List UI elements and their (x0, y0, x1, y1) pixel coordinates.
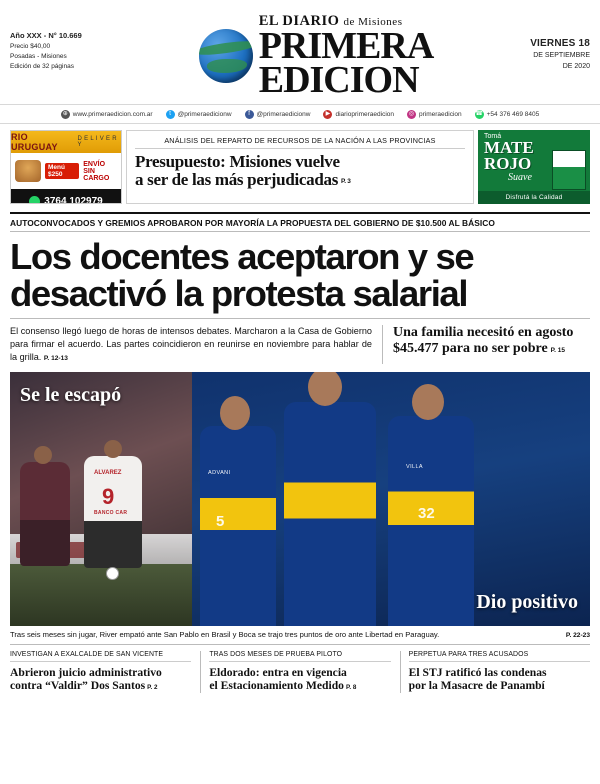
date-year: DE 2020 (562, 62, 590, 70)
globe-icon (199, 29, 253, 83)
ad-left-menu-price: Menú $250 (45, 163, 79, 179)
bottom-headline-1 (10, 666, 191, 693)
main-headline-line1: Los docentes aceptaron y se (10, 236, 474, 277)
secondary-story-poverty[interactable] (382, 325, 590, 364)
bottom-story-2[interactable] (200, 651, 390, 693)
social-label-whatsapp: +54 376 469 8405 (486, 110, 540, 118)
lead-page-ref: P. 3 (341, 177, 351, 185)
main-summary-page: P. 12-13 (43, 355, 68, 363)
bottom-story-3[interactable] (400, 651, 590, 693)
lead-headline (135, 153, 465, 190)
bottom-stories (10, 651, 590, 693)
lead-headline-line2: a ser de las más perjudicadas (135, 170, 339, 190)
social-item-whatsapp[interactable] (475, 110, 540, 119)
ad-right-script: Suave (508, 172, 532, 184)
bottom-page-1: P. 2 (147, 684, 158, 692)
social-label-instagram: primeraedicion (419, 110, 462, 118)
photo-boca-number-3: 32 (418, 505, 435, 523)
advertisement-rio-uruguay[interactable] (10, 130, 122, 204)
masthead-date (494, 12, 590, 72)
ad-left-phone-row[interactable] (11, 189, 121, 204)
ad-right-brand-line2: ROJO (484, 154, 532, 174)
main-summary-text: El consenso llegó luego de horas de intensos debates. Marcharon a la Casa de Gobierno para firmar el acuerdo. Las partes coincidieron en reunirse en noviembre para hablar de la grilla. (10, 326, 372, 363)
photo-player-river (84, 456, 142, 568)
bottom-headline-2 (209, 666, 390, 693)
bottom-headline-2-line1: Eldorado: entra en vigencia (209, 666, 347, 680)
edition-price: Precio $40,00 (10, 43, 51, 51)
date-day: VIERNES 18 (530, 38, 590, 49)
main-headline-line2: desactivó la protesta salarial (10, 273, 468, 315)
ad-right-footer: Disfrutá la Calidad (478, 191, 590, 204)
photo-overlay-left: Se le escapó (20, 384, 122, 407)
bottom-headline-1-line1: Abrieron juicio administrativo (10, 666, 162, 680)
masthead-primera: PRIMERA (258, 24, 434, 67)
secondary-page-ref: P. 15 (550, 347, 565, 355)
photo-player-opponent (20, 462, 70, 566)
lead-story-budget[interactable] (126, 130, 474, 204)
main-photo-composite[interactable] (10, 372, 590, 626)
secondary-headline-line1: Una familia necesitó en agosto (393, 325, 574, 341)
photo-player-name: ALVAREZ (94, 470, 122, 477)
photo-caption-page: P. 22-23 (565, 632, 590, 640)
social-item-youtube[interactable] (323, 110, 394, 119)
masthead-edicion: EDICION (258, 59, 419, 102)
photo-boca-head-2 (308, 372, 342, 406)
ad-left-offer (11, 153, 121, 189)
lead-kicker: ANÁLISIS DEL REPARTO DE RECURSOS DE LA NACIÓN A LAS PROVINCIAS (135, 136, 465, 149)
main-summary-row (10, 318, 590, 364)
web-icon: ⊕ (62, 110, 68, 117)
whatsapp-icon: ☎ (475, 110, 483, 117)
bottom-headline-3-line1: El STJ ratificó las condenas (408, 666, 547, 680)
ad-left-phone: 3764 102979 (44, 195, 103, 204)
mate-package-icon (552, 150, 586, 190)
ad-right-brand-line1: MATE (484, 138, 534, 157)
lead-headline-line1: Presupuesto: Misiones vuelve (135, 152, 340, 171)
main-summary (10, 325, 372, 364)
social-item-instagram[interactable] (407, 110, 462, 119)
ad-left-free-line2: SIN CARGO (83, 167, 110, 182)
bottom-headline-1-line2: contra “Valdir” Dos Santos (10, 679, 146, 693)
photo-player-number: 9 (102, 484, 115, 510)
masthead-eldiario: EL DIARIO (258, 13, 340, 29)
photo-turf (10, 564, 192, 626)
edition-pages: Edición de 32 páginas (10, 63, 74, 71)
ad-left-brand (11, 131, 121, 153)
photo-boca-player-1 (200, 426, 276, 626)
bottom-kicker-3: PERPETUA PARA TRES ACUSADOS (409, 651, 590, 662)
whatsapp-icon (29, 196, 40, 205)
ad-left-brand-name: RIO URUGUAY (11, 132, 58, 152)
date-month: DE SEPTIEMBRE (533, 52, 590, 59)
edition-year-number: Año XXX - N° 10.669 (10, 31, 82, 40)
social-label-web: www.primeraedicion.com.ar (72, 110, 153, 118)
photo-boca-head-3 (412, 384, 444, 420)
photo-river-match (10, 372, 192, 626)
social-item-web[interactable] (61, 110, 153, 119)
masthead-logo (138, 12, 494, 102)
bottom-kicker-2: TRAS DOS MESES DE PRUEBA PILOTO (209, 651, 390, 662)
instagram-icon: ◎ (408, 110, 415, 117)
edition-place: Posadas - Misiones (10, 53, 67, 61)
photo-boca-name-1: ADVANI (208, 470, 231, 477)
masthead (0, 0, 600, 104)
social-item-facebook[interactable] (245, 110, 311, 119)
bottom-story-1[interactable] (10, 651, 191, 693)
masthead-edition-info (10, 12, 138, 72)
ad-left-brand-sub: D E L I V E R Y (77, 136, 117, 148)
youtube-icon: ▶ (323, 110, 332, 119)
photo-overlay-right: Dio positivo (476, 591, 578, 614)
photo-boca-player-2 (284, 402, 376, 626)
main-headline[interactable] (10, 236, 590, 315)
social-bar (0, 104, 600, 124)
social-item-twitter[interactable] (166, 110, 232, 119)
top-strip (0, 124, 600, 210)
photo-caption-text: Tras seis meses sin jugar, River empató ante San Pablo en Brasil y Boca se trajo tres puntos de oro ante Libertad en Paraguay. (10, 630, 440, 640)
facebook-icon: f (245, 110, 254, 119)
bottom-headline-3 (409, 666, 590, 693)
social-label-twitter: @primeraedicionw (177, 110, 232, 118)
twitter-icon: t (166, 110, 175, 119)
bottom-headline-2-line2: el Estacionamiento Medido (209, 679, 344, 693)
photo-boca-number-1: 5 (216, 513, 225, 531)
masthead-title-block (258, 13, 434, 102)
ad-right-top-text: Tomá (484, 133, 502, 140)
social-label-facebook: @primeraedicionw (256, 110, 311, 118)
ad-left-free-line1: ENVÍO (83, 160, 106, 168)
social-label-youtube: diarioprimeraedicion (335, 110, 394, 118)
advertisement-mate-rojo[interactable] (478, 130, 590, 204)
ad-left-free-shipping (83, 161, 117, 182)
photo-player-sponsor: BANCO CAR (94, 510, 128, 517)
photo-boca-match (192, 372, 590, 626)
secondary-headline-line2: $45.477 para no ser pobre (393, 341, 548, 357)
main-kicker: AUTOCONVOCADOS Y GREMIOS APROBARON POR MAYORÍA LA PROPUESTA DEL GOBIERNO DE $10.500 AL BÁSICO (10, 212, 590, 232)
photo-boca-head-1 (220, 396, 250, 430)
bottom-headline-3-line2: por la Masacre de Panambí (408, 679, 545, 693)
photo-caption-row (10, 630, 590, 645)
bottom-kicker-1: INVESTIGAN A EXALCALDE DE SAN VICENTE (10, 651, 191, 662)
masthead-demisiones: de Misiones (343, 16, 403, 28)
secondary-headline (393, 325, 590, 356)
photo-boca-name-3: VILLA (406, 464, 423, 471)
bottom-page-2: P. 8 (345, 684, 357, 692)
burger-icon (15, 160, 41, 182)
